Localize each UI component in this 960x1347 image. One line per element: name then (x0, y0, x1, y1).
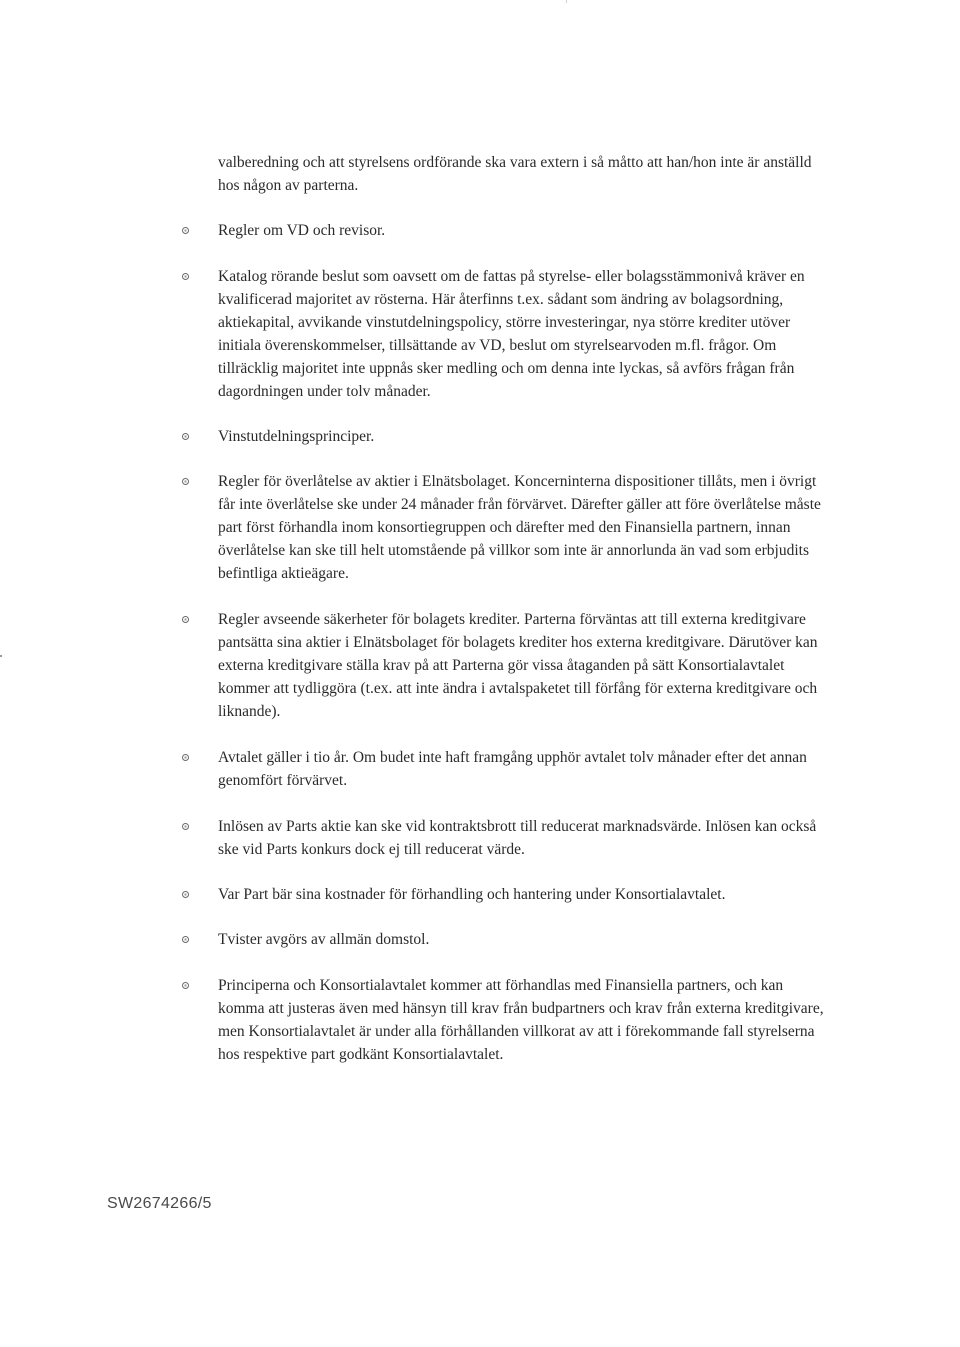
bullet-icon (182, 478, 189, 485)
list-item-text: Regler om VD och revisor. (218, 222, 386, 239)
bullet-icon (182, 273, 189, 280)
intro-paragraph: valberedning och att styrelsens ordförande ska vara extern i så måtto att han/hon inte är anställd hos någon av parterna. (218, 154, 812, 194)
bullet-icon (182, 936, 189, 943)
list-item (218, 608, 828, 723)
bullet-icon (182, 227, 189, 234)
list-item (218, 746, 828, 792)
list-item (218, 219, 828, 242)
list-item (218, 815, 828, 861)
scan-artifact (0, 655, 2, 657)
list-item-text: Inlösen av Parts aktie kan ske vid kontraktsbrott till reducerat marknadsvärde. Inlösen kan också ske vid Parts konkurs dock ej till reducerat värde. (218, 818, 817, 858)
list-item (218, 974, 828, 1066)
list-item (218, 470, 828, 585)
list-item (218, 883, 828, 906)
list-item (218, 265, 828, 403)
document-reference: SW2674266/5 (107, 1195, 212, 1212)
bullet-icon (182, 616, 189, 623)
list-item-text: Katalog rörande beslut som oavsett om de fattas på styrelse- eller bolagsstämmonivå kräver en kvalificerad majoritet av rösterna. Här återfinns t.ex. sådant som ändring av bolagsordning, aktiekapital, avvikande vinstutdelningspolicy, större investeringar, nya större krediter utöver initiala överenskommelser, tillsättande av VD, beslut om styrelsearvoden m.fl. frågor. Om tillräcklig majoritet inte uppnås sker medling och om denna inte lyckas, så avförs frågan från dagordningen under tolv månader. (218, 268, 805, 400)
document-body (218, 151, 828, 1066)
scan-artifact (566, 0, 567, 3)
bullet-icon (182, 754, 189, 761)
list-item-text: Avtalet gäller i tio år. Om budet inte haft framgång upphör avtalet tolv månader efter det annan genomfört förvärvet. (218, 749, 807, 789)
list-item-text: Tvister avgörs av allmän domstol. (218, 931, 430, 948)
bullet-icon (182, 891, 189, 898)
list-item-text: Regler avseende säkerheter för bolagets krediter. Parterna förväntas att till externa kreditgivare pantsätta sina aktier i Elnätsbolaget för bolagets krediter hos externa kreditgivare. Därutöver kan externa kreditgivare ställa krav på att Parterna gör vissa åtaganden på sätt Konsortialavtalet kommer att tydliggöra (t.ex. att inte ändra i avtalspaketet till förfång för externa kreditgivare och liknande). (218, 611, 818, 720)
list-item-text: Vinstutdelningsprinciper. (218, 428, 375, 445)
list-item-text: Principerna och Konsortialavtalet kommer att förhandlas med Finansiella partners, och kan komma att justeras även med hänsyn till krav från budpartners och krav från externa kreditgivare, men Konsortialavtalet är under alla förhållanden villkorat av att i förekommande fall styrelserna hos respektive part godkänt Konsortialavtalet. (218, 977, 824, 1063)
list-item-text: Var Part bär sina kostnader för förhandling och hantering under Konsortialavtalet. (218, 886, 726, 903)
list-item-text: Regler för överlåtelse av aktier i Elnätsbolaget. Koncerninterna dispositioner tillåts, men i övrigt får inte överlåtelse ske under 24 månader från förvärvet. Därefter gäller att före överlåtelse måste part först förhandla inom konsortiegruppen och därefter med den Finansiella partnern, innan överlåtelse kan ske till helt utomstående på villkor som inte är annorlunda än vad som erbjudits befintliga aktieägare. (218, 473, 821, 582)
bullet-icon (182, 982, 189, 989)
bullet-icon (182, 823, 189, 830)
bullet-icon (182, 433, 189, 440)
list-item (218, 425, 828, 448)
list-item (218, 928, 828, 951)
